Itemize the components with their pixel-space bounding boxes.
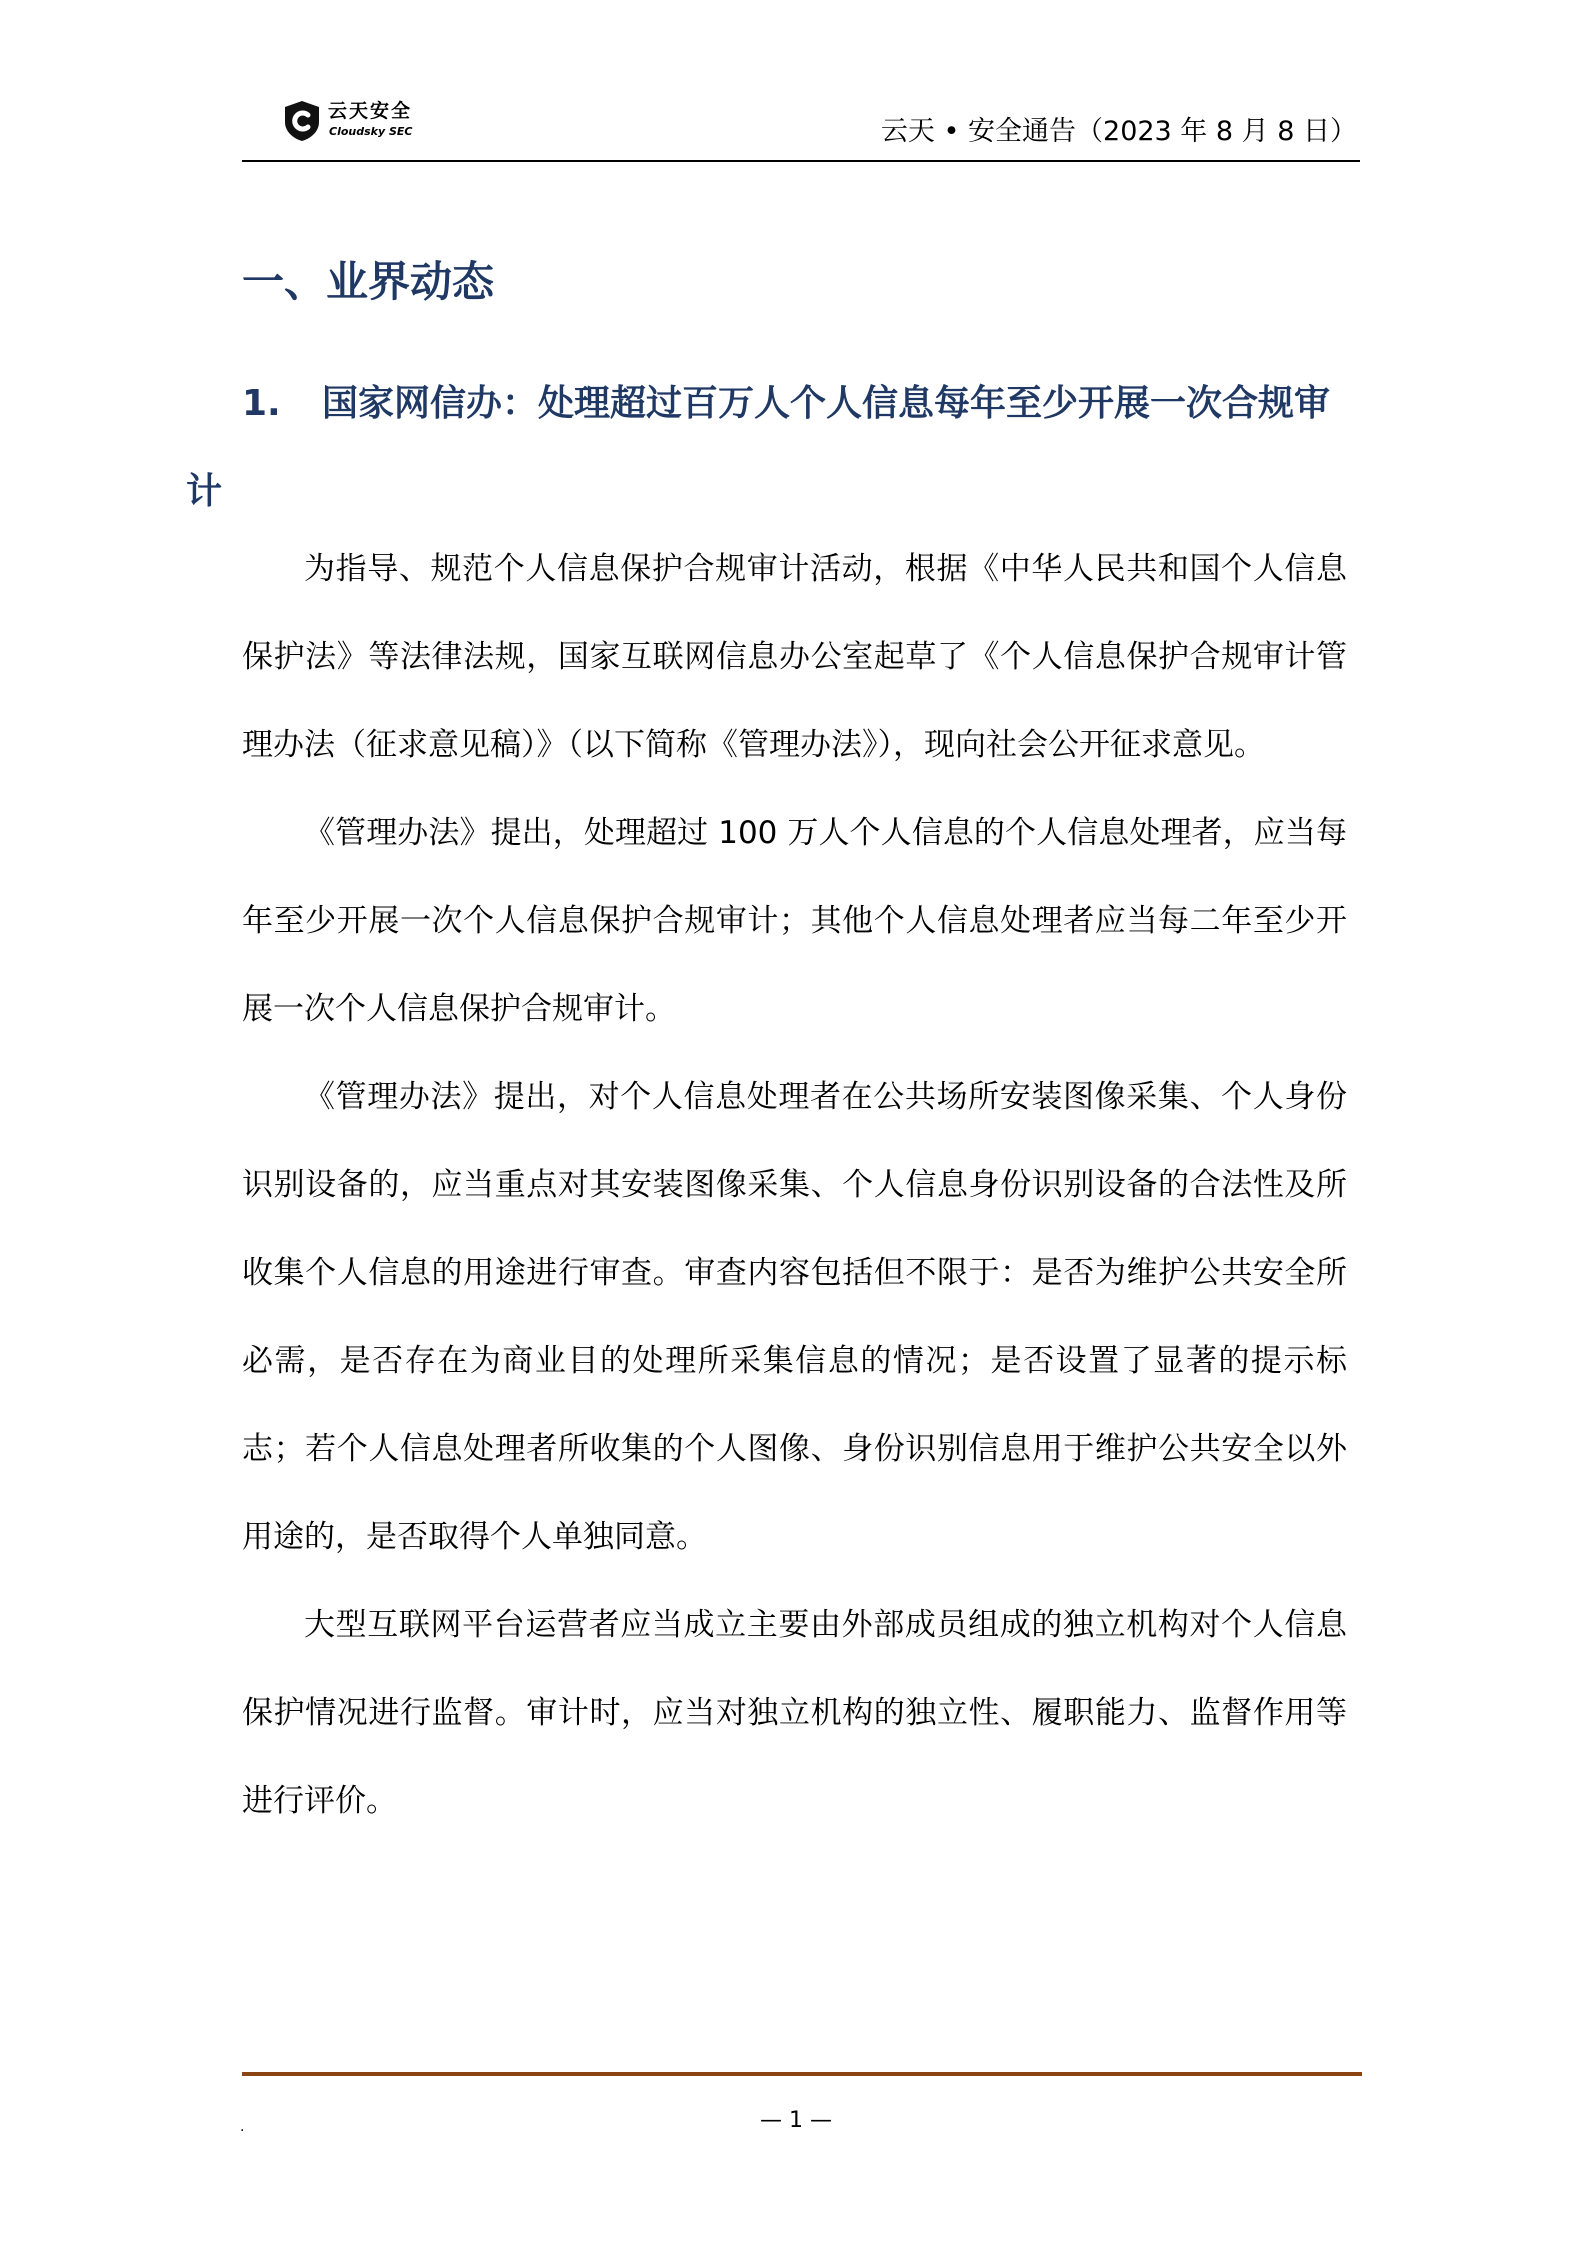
header-title: 云天 • 安全通告（2023 年 8 月 8 日） <box>880 116 1357 147</box>
paragraph: 《管理办法》提出，对个人信息处理者在公共场所安装图像采集、个人身份识别设备的，应当重点对其安装图像采集、个人信息身份识别设备的合法性及所收集个人信息的用途进行审查。审查内容包括但不限于：是否为维护公共安全所必需，是否存在为商业目的处理所采集信息的情况；是否设置了显著的提示标志；若个人信息处理者所收集的个人图像、身份识别信息用于维护公共安全以外用途的，是否取得个人单独同意。 <box>242 1079 1347 1555</box>
section-heading: 一、业界动态 <box>242 257 495 306</box>
article-title: 国家网信办：处理超过百万人个人信息每年至少开展一次合规审计 <box>186 383 1331 512</box>
article-number: 1. <box>242 383 281 424</box>
article-body <box>242 525 1347 1845</box>
paragraph: 《管理办法》提出，处理超过 100 万人个人信息的个人信息处理者，应当每年至少开展一次个人信息保护合规审计；其他个人信息处理者应当每二年至少开展一次个人信息保护合规审计。 <box>242 815 1347 1027</box>
footer-mark: . <box>240 2119 245 2135</box>
logo-text-en: Cloudsky SEC <box>329 125 413 138</box>
article-heading <box>186 360 1346 536</box>
logo-text-cn: 云天安全 <box>328 100 413 122</box>
paragraph: 大型互联网平台运营者应当成立主要由外部成员组成的独立机构对个人信息保护情况进行监督。审计时，应当对独立机构的独立性、履职能力、监督作用等进行评价。 <box>242 1607 1347 1819</box>
shield-c-icon <box>282 100 322 142</box>
brand-logo <box>282 98 432 144</box>
page-number: — 1 — <box>760 2108 832 2133</box>
footer-divider <box>242 2072 1362 2076</box>
header-divider <box>242 160 1360 162</box>
paragraph: 为指导、规范个人信息保护合规审计活动，根据《中华人民共和国个人信息保护法》等法律法规，国家互联网信息办公室起草了《个人信息保护合规审计管理办法（征求意见稿）》（以下简称《管理办法》），现向社会公开征求意见。 <box>242 551 1347 763</box>
